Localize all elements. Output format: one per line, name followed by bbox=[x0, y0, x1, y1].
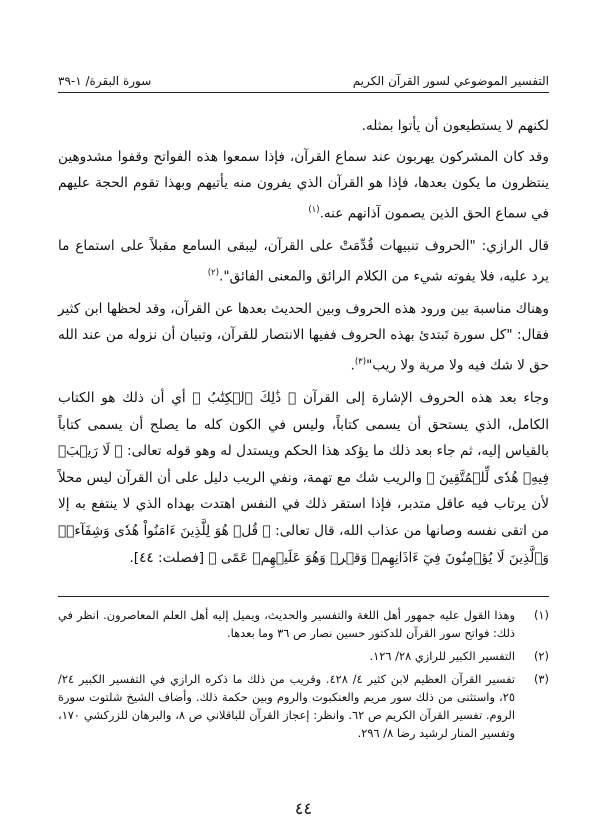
book-title: التفسير الموضوعي لسور القرآن الكريم bbox=[352, 74, 549, 88]
footnote-marker: (٣) bbox=[354, 356, 367, 367]
main-text bbox=[58, 113, 549, 577]
chapter-reference: سورة البقرة/ ١-٣٩ bbox=[58, 74, 152, 88]
footnote-text: التفسير الكبير للرازي ٢٨/ ١٢٦. bbox=[369, 649, 515, 663]
paragraph: وقد كان المشركون يهربون عند سماع القرآن، فإذا سمعوا هذه الفواتح وقفوا مشدوهين ينتظرون ما يكون بعدها، فإذا هو القرآن الذي يفرون منه يأتيهم وبهذا تقوم الحجة عليهم في سماع الحق الذين يصمون آذانهم عنه.$^{(١)}$ bbox=[58, 148, 549, 222]
running-header bbox=[58, 64, 549, 88]
footnote-number: (١) bbox=[533, 608, 549, 622]
paragraph: وهناك مناسبة بين ورود هذه الحروف وبين الحديث بعدها عن القرآن، وقد لحظها ابن كثير فقال: "كل سورة تَبتدئ بهذه الحروف ففيها الانتصار للقرآن، وتبيان أن نزوله من عند الله حق لا شك فيه ولا مرية ولا ريب"$^{(٣)}$. bbox=[58, 300, 549, 374]
footnote-marker: (١) bbox=[308, 204, 320, 215]
footnote-text: وهذا القول عليه جمهور أهل اللغة والتفسير والحديث، ويميل إليه أهل العلم المعاصرون. انظر في ذلك: فواتح سور القرآن للدكتور حسين نصار ص ٣٦ وما بعدها. bbox=[58, 608, 515, 640]
footnote-divider bbox=[58, 596, 549, 597]
footnote-number: (٣) bbox=[533, 672, 549, 686]
paragraph: قال الرازي: "الحروف تنبيهات قُدِّمَتْ على القرآن، ليبقى السامع مقبلاً على استماع ما يرد عليه، فلا يفوته شيء من الكلام الرائق والمعنى الفائق".$^{(٢)}$ bbox=[58, 237, 549, 285]
footnote bbox=[58, 647, 549, 665]
footnote bbox=[58, 670, 549, 742]
header-divider bbox=[58, 92, 549, 93]
footnote-marker: (٢) bbox=[207, 267, 220, 278]
footnote-text: تفسير القرآن العظيم لابن كثير ٤/ ٤٢٨. وقريب من ذلك ما ذكره الرازي في التفسير الكبير ٢٤/ ٢٥، واستثنى من ذلك سور مريم والعنكبوت والروم وبين حكمة ذلك. وأضاف الشيخ شلتوت سورة الروم. تفسير القرآن الكريم ص ٦٢. وانظر: إعجاز القرآن للباقلاني ص ٨، والبرهان للزركشي ١٧٠، وتفسير المنار لرشيد رضا ٨/ ٢٩٦. bbox=[58, 672, 515, 740]
footnote bbox=[58, 606, 549, 642]
paragraph: لكنهم لا يستطيعون أن يأتوا بمثله. bbox=[361, 118, 549, 134]
footnote-number: (٢) bbox=[533, 649, 549, 663]
page-number: ٤٤ bbox=[294, 799, 313, 818]
footnotes bbox=[58, 606, 549, 747]
paragraph: وجاء بعد هذه الحروف الإشارة إلى القرآن ﴿ ذَٰلِكَ ٱلۡكِتَٰبُ ﴾ أي أن ذلك هو الكتاب الكامل، الذي يستحق أن يسمى كتاباً، وليس في الكون كله ما يصلح أن يسمى كتاباً بالقياس إليه، ثم جاء بعد ذلك ما يؤكد هذا الحكم ويستدل له وهو قوله تعالى: ﴿ لَا رَيۡبَۛ فِيهِۛ هُدٗى لِّلۡمُتَّقِينَ ﴾ والريب شك مع تهمة، ونفي الريب دليل على أن القرآن ليس محلاً لأن يرتاب فيه عاقل متدبر، فإذا استقر ذلك في النفس اهتدت بهداه الذي لا ينتفع به إلا من اتقى نفسه وصانها من عذاب الله، قال تعالى: ﴿ قُلۡ هُوَ لِلَّذِينَ ءَامَنُواْ هُدٗى وَشِفَآءٞۚ وَٱلَّذِينَ لَا يُؤۡمِنُونَ فِيٓ ءَاذَانِهِمۡ وَقۡرٞ وَهُوَ عَلَيۡهِمۡ عَمًى ﴾ [فصلت: ٤٤]. bbox=[58, 389, 549, 566]
